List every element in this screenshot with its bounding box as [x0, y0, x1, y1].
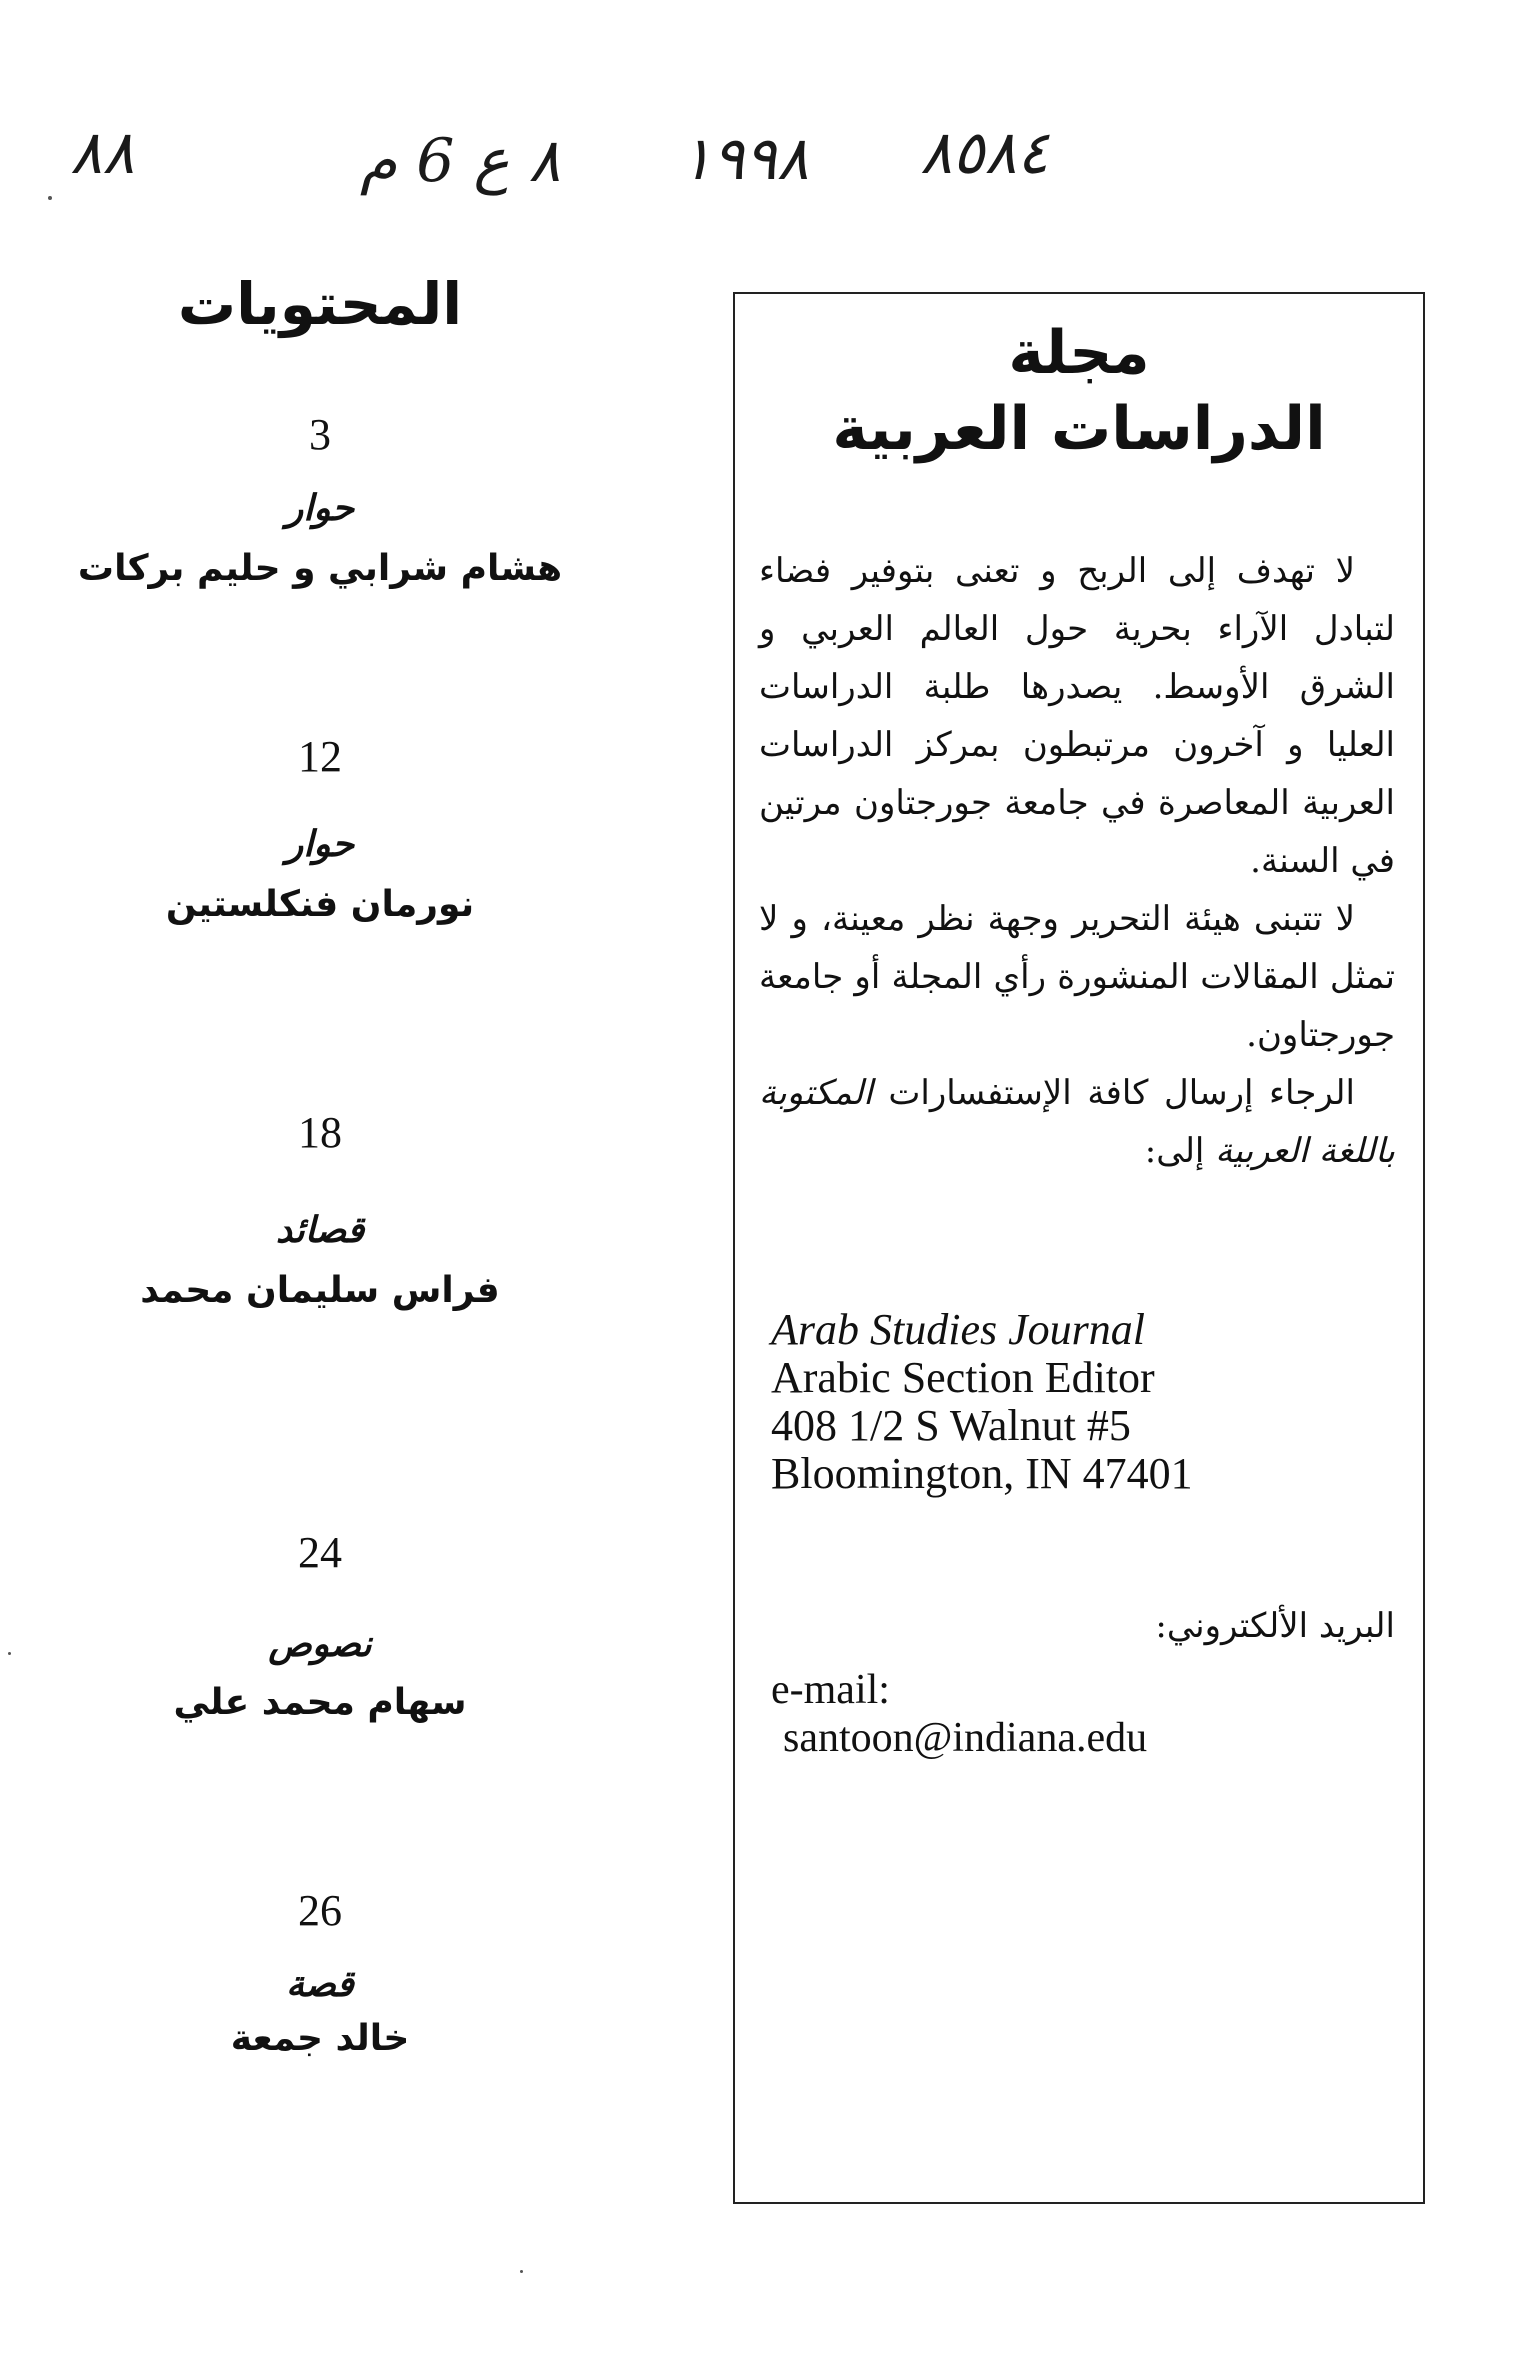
- toc-entry: [40, 1886, 600, 2064]
- journal-description: [759, 542, 1395, 1180]
- scan-speck: [520, 2270, 523, 2273]
- toc-title: المحتويات: [177, 270, 463, 338]
- address-line: Arabic Section Editor: [771, 1353, 1155, 1402]
- email-label: e-mail:: [771, 1667, 890, 1713]
- toc-page-number: 24: [298, 1528, 342, 1577]
- toc-author: فراس سليمان محمد: [140, 1270, 500, 1311]
- journal-title-line-1: مجلة: [1008, 318, 1150, 388]
- toc-page-number: 26: [298, 1886, 342, 1935]
- toc-author: سهام محمد علي: [173, 1682, 467, 1723]
- toc-section-label: حوار: [285, 488, 355, 529]
- toc-author: خالد جمعة: [230, 2018, 410, 2059]
- email-address: santoon@indiana.edu: [783, 1715, 1148, 1761]
- toc-section-label: قصة: [286, 1964, 354, 2005]
- scan-speck: [8, 1652, 11, 1655]
- toc-section-label: نصوص: [268, 1624, 372, 1665]
- toc-entry: [40, 732, 600, 930]
- journal-info-box: [733, 292, 1425, 2204]
- toc-entry: [40, 1108, 600, 1316]
- disclaimer-paragraph: لا تتبنى هيئة التحرير وجهة نظر معينة، و لا تمثل المقالات المنشورة رأي المجلة أو جامعة جورجتاون.: [759, 899, 1395, 1055]
- handwritten-mark: ٨ ع 6 م: [360, 126, 561, 196]
- inquiries-paragraph: [759, 1064, 1395, 1180]
- inquiries-text: الرجاء إرسال كافة الإستفسارات: [888, 1073, 1355, 1113]
- toc-section-label: قصائد: [275, 1210, 365, 1251]
- toc-author: هشام شرابي و حليم بركات: [77, 548, 563, 589]
- address-line: 408 1/2 S Walnut #5: [771, 1401, 1131, 1450]
- inquiries-end-text: إلى:: [1144, 1131, 1205, 1171]
- toc-entry: [40, 1528, 600, 1728]
- toc-section-label: حوار: [285, 824, 355, 865]
- handwritten-mark: ٨٨: [70, 118, 135, 188]
- handwritten-mark: ٨٥٨٤: [920, 118, 1049, 188]
- toc-page-number: 12: [298, 732, 342, 781]
- toc-entry: [40, 410, 600, 594]
- scan-speck: [48, 196, 52, 200]
- mailing-address: [771, 1306, 1391, 1498]
- handwritten-catalogue-marks: [60, 118, 1080, 228]
- address-line: Arab Studies Journal: [771, 1305, 1145, 1354]
- journal-title-line-2: الدراسات العربية: [832, 394, 1326, 464]
- email-block: [771, 1666, 1391, 1762]
- description-paragraph: لا تهدف إلى الربح و تعنى بتوفير فضاء لتبادل الآراء بحرية حول العالم العربي و الشرق الأوسط. يصدرها طلبة الدراسات العليا و آخرون مرتبطون بمركز الدراسات العربية المعاصرة في جامعة جورجتاون مرتين في السنة.: [759, 551, 1395, 881]
- handwritten-mark: ١٩٩٨: [680, 124, 809, 194]
- email-label-arabic: البريد الألكتروني:: [1155, 1606, 1395, 1646]
- toc-page-number: 18: [298, 1108, 342, 1157]
- toc-page-number: 3: [309, 410, 331, 459]
- address-line: Bloomington, IN 47401: [771, 1449, 1193, 1498]
- toc-author: نورمان فنكلستين: [165, 884, 475, 925]
- inquiries-language-text: المكتوبة باللغة العربية: [759, 1073, 1395, 1171]
